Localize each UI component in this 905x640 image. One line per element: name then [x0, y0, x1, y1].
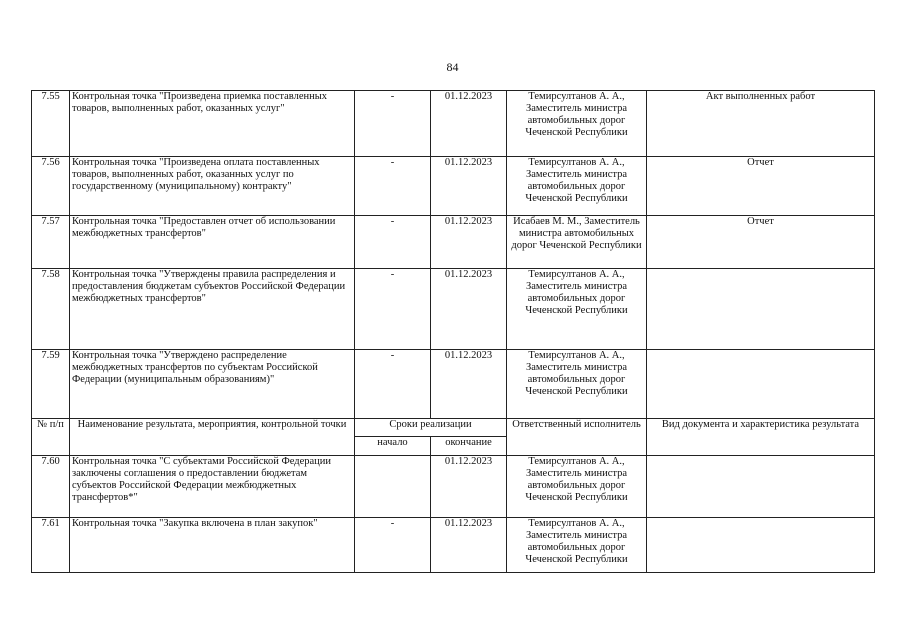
row-start-date — [355, 456, 431, 518]
header-dates-group: Сроки реализации — [355, 419, 507, 437]
table-row — [32, 269, 875, 350]
row-responsible: Темирсултанов А. А., Заместитель министра автомобильных дорог Чеченской Республики — [507, 157, 647, 216]
table-row — [32, 91, 875, 157]
row-responsible: Исабаев М. М., Заместитель министра автомобильных дорог Чеченской Республики — [507, 216, 647, 269]
row-document: Акт выполненных работ — [647, 91, 875, 157]
table-header-row — [32, 419, 875, 437]
row-end-date: 01.12.2023 — [431, 269, 507, 350]
row-number: 7.61 — [32, 518, 70, 573]
row-name: Контрольная точка "С субъектами Российской Федерации заключены соглашения о предоставлении бюджетам субъектов Российской Федерации межбюджетных трансфертов*" — [70, 456, 355, 518]
row-number: 7.57 — [32, 216, 70, 269]
row-start-date: - — [355, 157, 431, 216]
row-responsible: Темирсултанов А. А., Заместитель министра автомобильных дорог Чеченской Республики — [507, 518, 647, 573]
header-name: Наименование результата, мероприятия, контрольной точки — [70, 419, 355, 456]
row-document: Отчет — [647, 157, 875, 216]
row-start-date: - — [355, 350, 431, 419]
row-name: Контрольная точка "Произведена приемка поставленных товаров, выполненных работ, оказанных услуг" — [70, 91, 355, 157]
header-num: № п/п — [32, 419, 70, 456]
row-number: 7.56 — [32, 157, 70, 216]
page-number: 84 — [446, 60, 459, 74]
row-number: 7.58 — [32, 269, 70, 350]
table-row — [32, 350, 875, 419]
row-document — [647, 456, 875, 518]
row-end-date: 01.12.2023 — [431, 91, 507, 157]
row-name: Контрольная точка "Утверждены правила распределения и предоставления бюджетам субъектов Российской Федерации межбюджетных трансфертов" — [70, 269, 355, 350]
header-start: начало — [355, 437, 431, 456]
table-row — [32, 456, 875, 518]
row-document — [647, 518, 875, 573]
header-document: Вид документа и характеристика результата — [647, 419, 875, 456]
table-row — [32, 157, 875, 216]
row-number: 7.55 — [32, 91, 70, 157]
header-end: окончание — [431, 437, 507, 456]
row-name: Контрольная точка "Утверждено распределение межбюджетных трансфертов по субъектам Российской Федерации (муниципальным образованиям)" — [70, 350, 355, 419]
row-end-date: 01.12.2023 — [431, 456, 507, 518]
row-document — [647, 350, 875, 419]
row-start-date: - — [355, 216, 431, 269]
row-responsible: Темирсултанов А. А., Заместитель министра автомобильных дорог Чеченской Республики — [507, 269, 647, 350]
table-row — [32, 216, 875, 269]
row-end-date: 01.12.2023 — [431, 350, 507, 419]
row-end-date: 01.12.2023 — [431, 157, 507, 216]
row-name: Контрольная точка "Произведена оплата поставленных товаров, выполненных работ, оказанных услуг по государственному (муниципальному) контракту" — [70, 157, 355, 216]
row-document — [647, 269, 875, 350]
row-name: Контрольная точка "Предоставлен отчет об использовании межбюджетных трансфертов" — [70, 216, 355, 269]
row-number: 7.60 — [32, 456, 70, 518]
row-responsible: Темирсултанов А. А., Заместитель министра автомобильных дорог Чеченской Республики — [507, 350, 647, 419]
row-number: 7.59 — [32, 350, 70, 419]
header-responsible: Ответственный исполнитель — [507, 419, 647, 456]
row-responsible: Темирсултанов А. А., Заместитель министра автомобильных дорог Чеченской Республики — [507, 456, 647, 518]
row-name: Контрольная точка "Закупка включена в план закупок" — [70, 518, 355, 573]
row-responsible: Темирсултанов А. А., Заместитель министра автомобильных дорог Чеченской Республики — [507, 91, 647, 157]
row-end-date: 01.12.2023 — [431, 518, 507, 573]
row-start-date: - — [355, 269, 431, 350]
table-row — [32, 518, 875, 573]
row-document: Отчет — [647, 216, 875, 269]
row-end-date: 01.12.2023 — [431, 216, 507, 269]
results-table — [31, 90, 875, 573]
row-start-date: - — [355, 518, 431, 573]
row-start-date: - — [355, 91, 431, 157]
